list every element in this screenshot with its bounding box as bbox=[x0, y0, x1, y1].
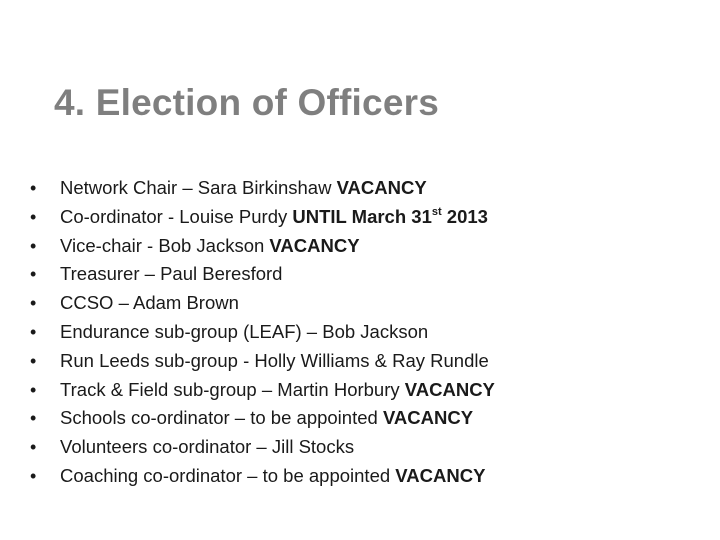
list-item-label: Track & Field sub-group – Martin Horbury bbox=[60, 378, 405, 400]
list-item bbox=[30, 174, 700, 203]
bullet-icon: • bbox=[30, 350, 37, 371]
list-item-status: VACANCY bbox=[404, 378, 495, 400]
bullet-icon: • bbox=[30, 293, 37, 314]
list-item-text bbox=[60, 376, 495, 404]
bullet-icon: • bbox=[30, 235, 37, 256]
officers-list bbox=[30, 174, 700, 491]
list-item-status: VACANCY bbox=[269, 234, 360, 256]
list-item bbox=[30, 260, 700, 289]
list-item bbox=[30, 462, 700, 491]
list-item bbox=[30, 203, 700, 232]
list-item-text bbox=[60, 174, 427, 202]
list-item-text bbox=[60, 404, 473, 432]
list-item-label: Vice-chair - Bob Jackson bbox=[60, 234, 270, 256]
list-item bbox=[30, 404, 700, 433]
list-item-text bbox=[60, 318, 428, 346]
list-item-status: VACANCY bbox=[395, 464, 486, 486]
list-item-text bbox=[60, 433, 354, 461]
list-item bbox=[30, 347, 700, 376]
list-item-label: Run Leeds sub-group - Holly Williams & Ray Rundle bbox=[60, 349, 489, 371]
bullet-icon: • bbox=[30, 264, 37, 285]
list-item-text bbox=[60, 289, 239, 317]
list-item bbox=[30, 376, 700, 405]
ordinal-suffix: st bbox=[431, 205, 442, 218]
list-item-label: Volunteers co-ordinator – Jill Stocks bbox=[60, 436, 355, 458]
bullet-icon: • bbox=[30, 379, 37, 400]
bullet-icon: • bbox=[30, 178, 37, 198]
bullet-icon: • bbox=[30, 206, 37, 227]
bullet-icon: • bbox=[30, 437, 37, 458]
slide-title: 4. Election of Officers bbox=[54, 82, 439, 123]
list-item-text bbox=[60, 462, 485, 490]
list-item-label: Endurance sub-group (LEAF) – Bob Jackson bbox=[60, 320, 429, 342]
list-item bbox=[30, 433, 700, 462]
list-item-label: Coaching co-ordinator – to be appointed bbox=[60, 464, 396, 486]
bullet-icon: • bbox=[30, 465, 37, 486]
list-item-text bbox=[60, 260, 282, 288]
list-item bbox=[30, 318, 700, 347]
list-item-label: CCSO – Adam Brown bbox=[60, 292, 239, 314]
list-item-text bbox=[60, 232, 360, 260]
bullet-icon: • bbox=[30, 408, 37, 429]
list-item-year: 2013 bbox=[441, 205, 488, 227]
bullet-icon: • bbox=[30, 321, 37, 342]
list-item bbox=[30, 232, 700, 261]
list-item-text bbox=[60, 347, 489, 375]
list-item-status: UNTIL March 31 bbox=[292, 205, 432, 227]
list-item-label: Co-ordinator - Louise Purdy bbox=[60, 205, 293, 227]
list-item-label: Schools co-ordinator – to be appointed bbox=[60, 407, 383, 429]
list-item-label: Network Chair – Sara Birkinshaw bbox=[60, 177, 337, 198]
list-item-text bbox=[60, 203, 488, 231]
list-item-status: VACANCY bbox=[336, 177, 427, 198]
list-item bbox=[30, 289, 700, 318]
list-item-status: VACANCY bbox=[382, 407, 474, 429]
list-item-label: Treasurer – Paul Beresford bbox=[60, 263, 283, 285]
